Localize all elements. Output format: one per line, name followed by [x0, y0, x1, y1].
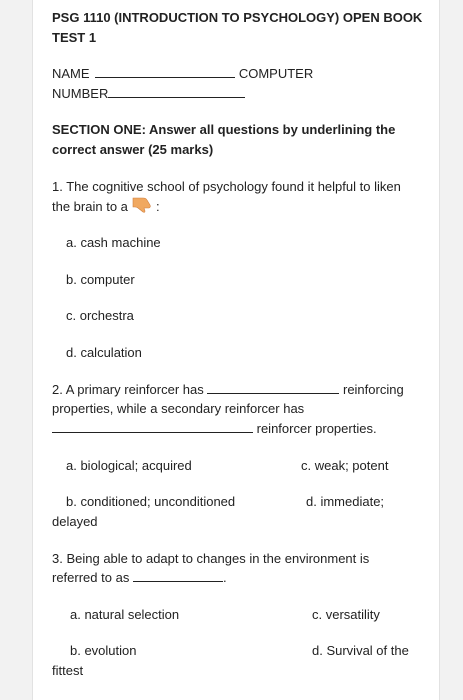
q1-prefix: the brain to a	[52, 199, 128, 214]
q1-text-line1: 1. The cognitive school of psychology found it helpful to liken	[52, 179, 401, 194]
number-label: NUMBER	[52, 86, 109, 101]
q1-suffix: :	[156, 199, 160, 214]
q2-text-line2: properties, while a secondary reinforcer has	[52, 401, 305, 416]
q2-option-a[interactable]: a. biological; acquired	[66, 458, 192, 473]
q1-option-a[interactable]: a. cash machine	[66, 235, 161, 250]
q3-suffix: .	[222, 570, 227, 585]
q2-suffix-1: reinforcing	[342, 382, 404, 397]
q1-option-d[interactable]: d. calculation	[66, 345, 142, 360]
q2-blank-2	[52, 421, 253, 433]
q3-option-c[interactable]: c. versatility	[312, 607, 380, 622]
q3-blank	[133, 570, 223, 582]
q3-option-d-cont: fittest	[52, 663, 84, 678]
number-field	[52, 84, 245, 103]
q1-option-c[interactable]: c. orchestra	[66, 308, 134, 323]
q1-option-b[interactable]: b. computer	[66, 272, 135, 287]
q2-option-d[interactable]: d. immediate;	[306, 494, 385, 509]
q3-text-line1: 3. Being able to adapt to changes in the environment is	[52, 551, 370, 566]
thumbs-down-icon	[131, 196, 153, 213]
number-blank	[108, 86, 245, 98]
q3-prefix: referred to as	[52, 570, 130, 585]
q2-blank-1	[207, 382, 339, 394]
q2-option-b[interactable]: b. conditioned; unconditioned	[66, 494, 236, 509]
name-label: NAME	[52, 66, 90, 81]
q2-text-line1	[52, 380, 404, 399]
q3-option-a[interactable]: a. natural selection	[70, 607, 180, 622]
q2-option-b-cont: delayed	[52, 514, 98, 529]
q2-text-line3	[52, 419, 377, 438]
test-title-line2: TEST 1	[52, 30, 97, 45]
section-heading-line2: correct answer (25 marks)	[52, 142, 214, 157]
q3-option-b[interactable]: b. evolution	[70, 643, 137, 658]
section-heading-line1: SECTION ONE: Answer all questions by underlining the	[52, 122, 396, 137]
q3-text-line2	[52, 568, 227, 587]
q3-option-d[interactable]: d. Survival of the	[312, 643, 409, 658]
q1-text-line2	[52, 197, 128, 216]
q2-prefix: 2. A primary reinforcer has	[52, 382, 204, 397]
test-title-line1: PSG 1110 (INTRODUCTION TO PSYCHOLOGY) OPEN BOOK	[52, 10, 423, 25]
name-blank	[95, 66, 235, 78]
q2-suffix-2: reinforcer properties.	[256, 421, 377, 436]
name-field	[52, 64, 313, 83]
computer-label: COMPUTER	[238, 66, 314, 81]
q2-option-c[interactable]: c. weak; potent	[301, 458, 389, 473]
